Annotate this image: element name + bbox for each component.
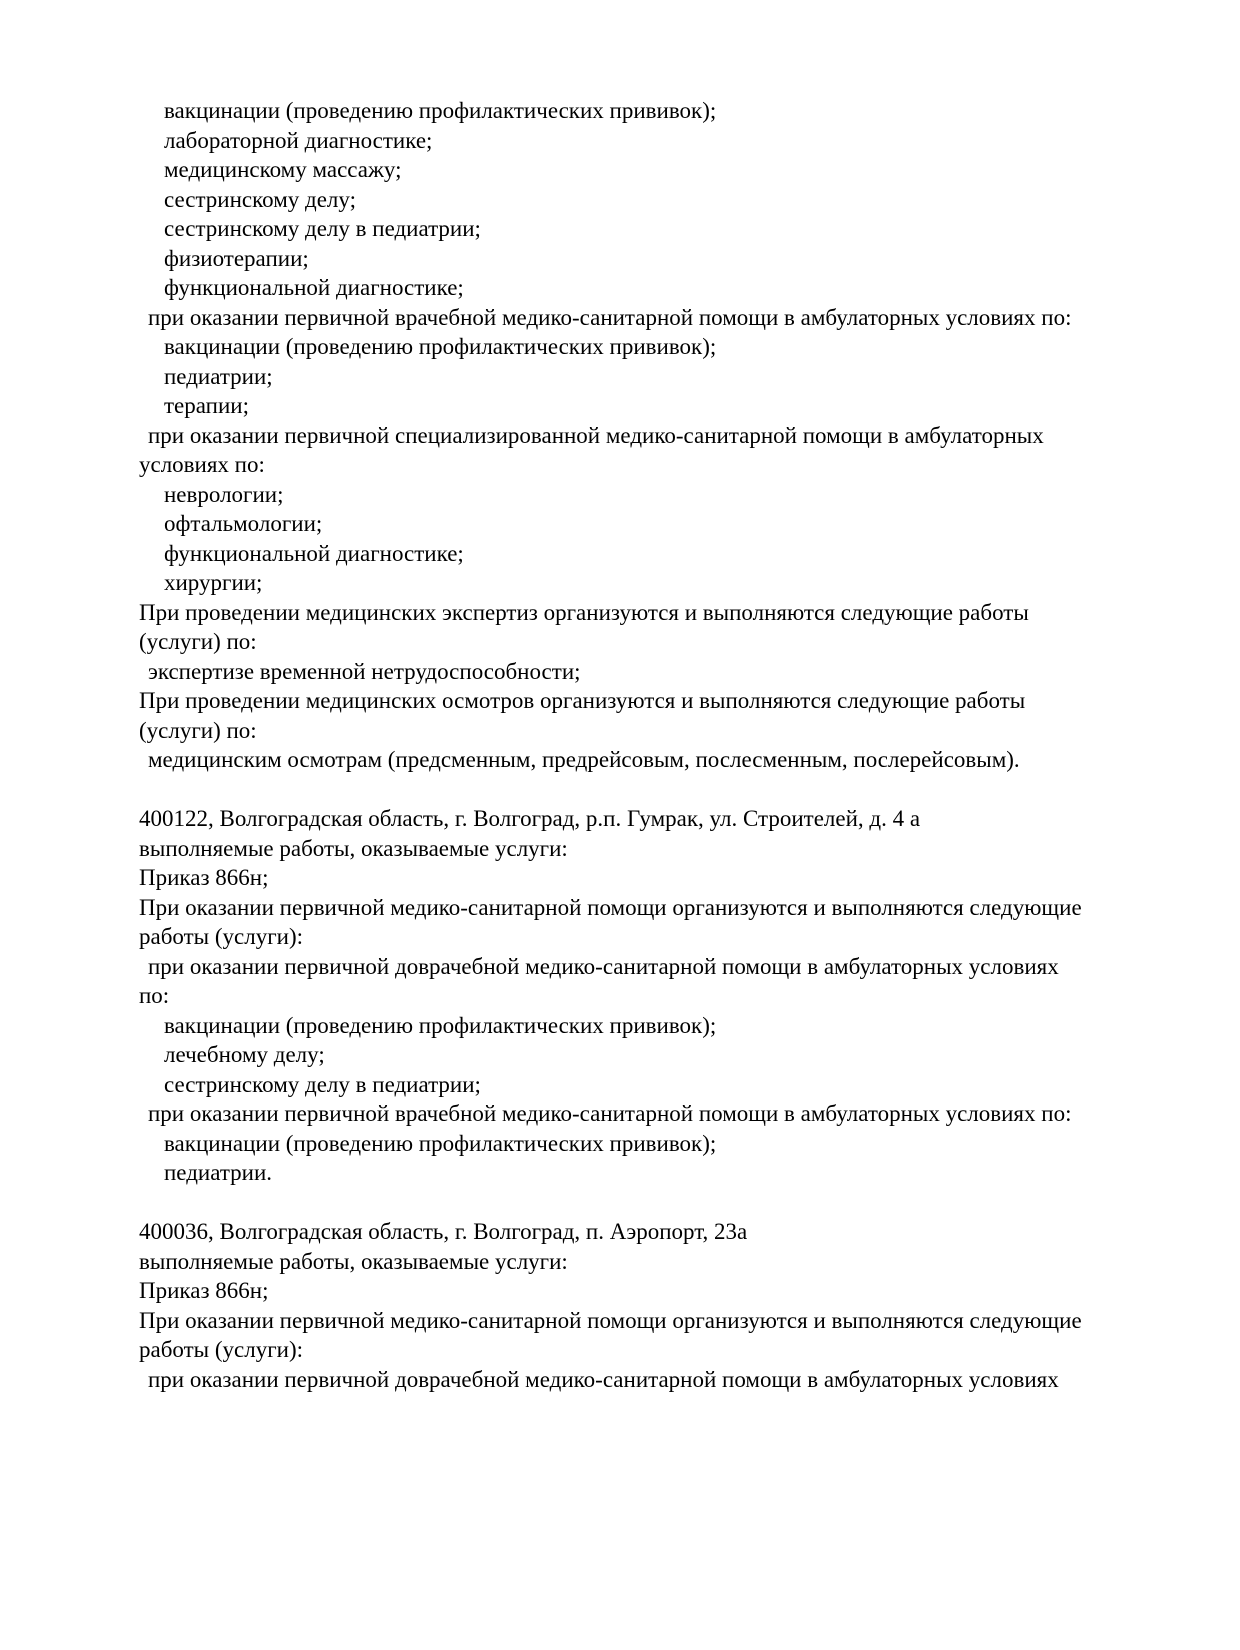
text-line: Приказ 866н; (139, 1278, 269, 1303)
text-line: При проведении медицинских осмотров организуются и выполняются следующие работы (139, 688, 1026, 713)
text-line: работы (услуги): (139, 924, 303, 949)
text-line: лечебному делу; (164, 1042, 325, 1067)
text-line: функциональной диагностике; (164, 275, 464, 300)
text-line: условиях по: (139, 452, 265, 477)
text-line: лабораторной диагностике; (164, 127, 433, 153)
text-line: 400036, Волгоградская область, г. Волгоград, п. Аэропорт, 23а (139, 1219, 748, 1244)
text-line: Приказ 866н; (139, 865, 269, 890)
text-line: медицинскому массажу; (164, 157, 402, 182)
text-line: при оказании первичной врачебной медико-санитарной помощи в амбулаторных условиях по: (148, 304, 1072, 330)
text-line: педиатрии. (164, 1160, 273, 1185)
text-line: вакцинации (проведению профилактических прививок); (164, 98, 717, 123)
text-line: выполняемые работы, оказываемые услуги: (139, 835, 568, 861)
text-line: вакцинации (проведению профилактических прививок); (164, 334, 717, 359)
blank-line (139, 775, 1149, 805)
text-line: При проведении медицинских экспертиз организуются и выполняются следующие работы (139, 599, 1029, 625)
text-line: при оказании первичной врачебной медико-санитарной помощи в амбулаторных условиях по: (148, 1101, 1072, 1126)
text-line: при оказании первичной доврачебной медико-санитарной помощи в амбулаторных условиях (148, 1366, 1059, 1392)
text-line: педиатрии; (164, 363, 273, 389)
text-line: 400122, Волгоградская область, г. Волгоград, р.п. Гумрак, ул. Строителей, д. 4 а (139, 806, 921, 831)
text-line: неврологии; (164, 481, 284, 507)
text-line: физиотерапии; (164, 245, 309, 271)
blank-line (139, 1188, 1149, 1218)
text-line: офтальмологии; (164, 511, 323, 536)
text-line: при оказании первичной специализированной медико-санитарной помощи в амбулаторных (148, 422, 1044, 448)
text-line: вакцинации (проведению профилактических прививок); (164, 1130, 717, 1156)
text-line: функциональной диагностике; (164, 540, 464, 566)
text-line: При оказании первичной медико-санитарной помощи организуются и выполняются следующие (139, 894, 1082, 920)
text-line: при оказании первичной доврачебной медико-санитарной помощи в амбулаторных условиях (148, 953, 1059, 979)
text-line: сестринскому делу в педиатрии; (164, 216, 481, 241)
text-line: вакцинации (проведению профилактических прививок); (164, 1012, 717, 1038)
document-text-body (139, 96, 1149, 1394)
text-line: сестринскому делу в педиатрии; (164, 1071, 481, 1097)
text-line: сестринскому делу; (164, 186, 356, 212)
text-line: выполняемые работы, оказываемые услуги: (139, 1248, 568, 1274)
text-line: по: (139, 983, 170, 1008)
text-line: (услуги) по: (139, 717, 257, 743)
text-line: экспертизе временной нетрудоспособности; (148, 658, 581, 684)
text-line: хирургии; (164, 570, 263, 595)
text-line: терапии; (164, 393, 249, 418)
text-line: При оказании первичной медико-санитарной помощи организуются и выполняются следующие (139, 1307, 1082, 1333)
text-line: (услуги) по: (139, 629, 257, 654)
text-line: работы (услуги): (139, 1337, 303, 1362)
text-line: медицинским осмотрам (предсменным, предрейсовым, послесменным, послерейсовым). (148, 747, 1020, 772)
